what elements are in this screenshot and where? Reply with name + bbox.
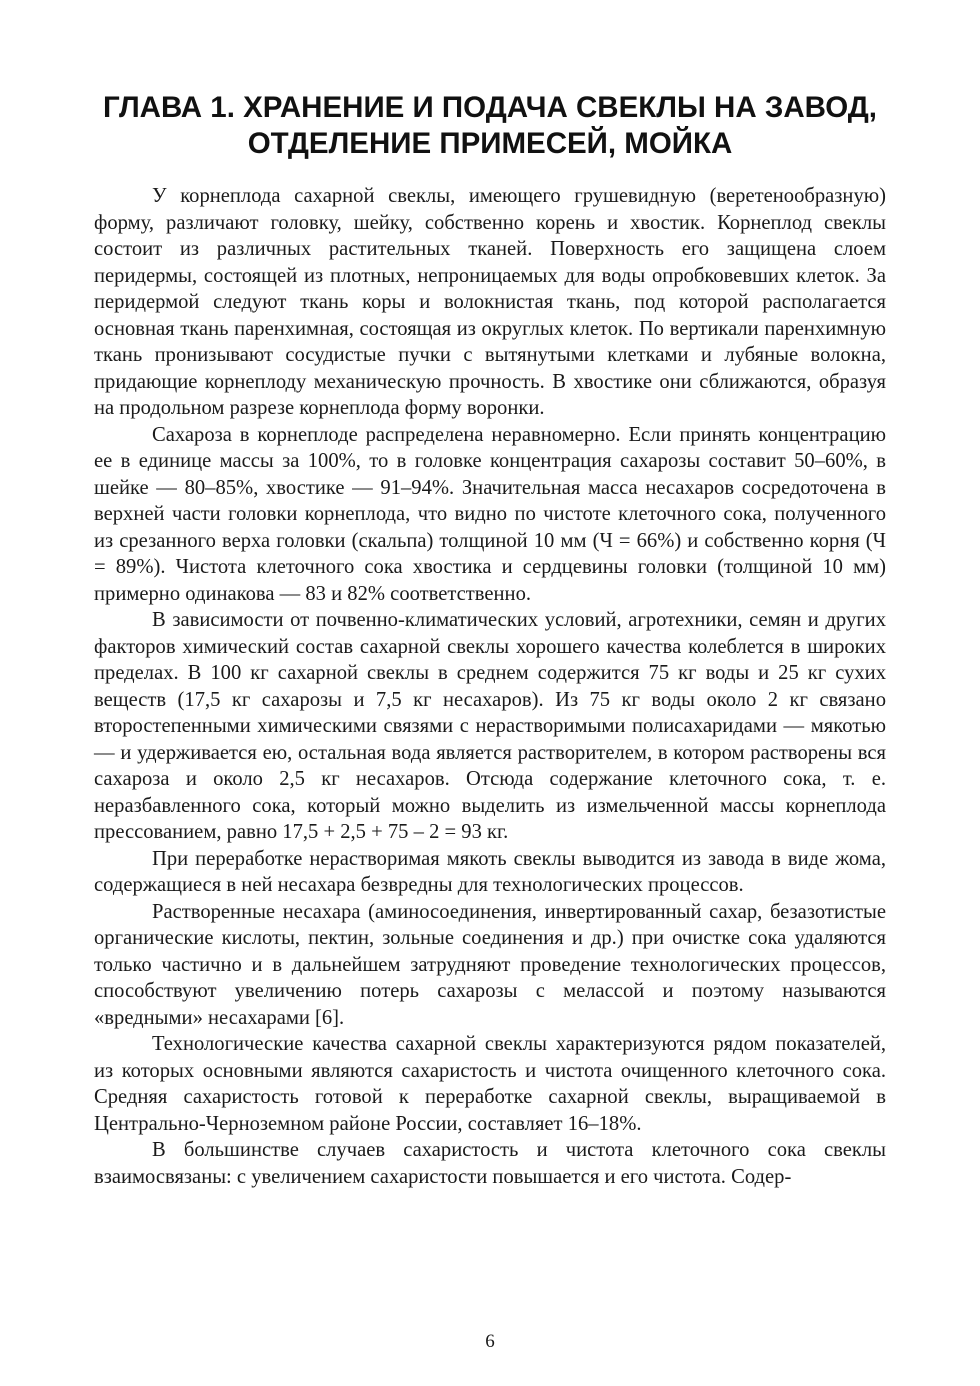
- paragraph: Растворенные несахара (аминосоединения, инвертированный сахар, безазотистые органические кислоты, пектин, зольные соединения и др.) при очистке сока удаляются только частично и в дальнейшем затрудняют проведение технологических процессов, способствуют увеличению потерь сахарозы с мелассой и поэтому называются «вредными» несахарами [6].: [94, 900, 886, 1029]
- chapter-title: [90, 90, 890, 162]
- paragraph: При переработке нерастворимая мякоть свеклы выводится из завода в виде жома, содержащиеся в ней несахара безвредны для технологических процессов.: [94, 847, 886, 896]
- body-text: [94, 183, 886, 1190]
- paragraph: У корнеплода сахарной свеклы, имеющего грушевидную (веретенообразную) форму, различают головку, шейку, собственно корень и хвостик. Корнеплод свеклы состоит из различных растительных тканей. Поверхность его защищена слоем перидермы, состоящей из плотных, непроницаемых для воды опробковевших клеток. За перидермой следуют ткань коры и волокнистая ткань, под которой располагается основная ткань паренхимная, состоящая из округлых клеток. По вертикали паренхимную ткань пронизывают сосудистые пучки с вытянутыми клетками и лубяные волокна, придающие корнеплоду механическую прочность. В хвостике они сближаются, образуя на продольном разрезе корнеплода форму воронки.: [94, 185, 886, 419]
- paragraph: В большинстве случаев сахаристость и чистота клеточного сока свеклы взаимосвязаны: с увеличением сахаристости повышается и его чистота. Содер-: [94, 1139, 886, 1188]
- chapter-title-line-1: ГЛАВА 1. ХРАНЕНИЕ И ПОДАЧА СВЕКЛЫ НА ЗАВОД,: [102, 91, 877, 124]
- paragraph: Сахароза в корнеплоде распределена неравномерно. Если принять концентрацию ее в единице массы за 100%, то в головке концентрация сахарозы составит 50–60%, в шейке — 80–85%, хвостике — 91–94%. Значительная масса несахаров сосредоточена в верхней части головки корнеплода, что видно по чистоте клеточного сока, полученного из срезанного верха головки (скальпа) толщиной 10 мм (Ч = 66%) и собственно корня (Ч = 89%). Чистота клеточного сока хвостика и сердцевины головки (толщиной 10 мм) примерно одинакова — 83 и 82% соответственно.: [94, 423, 886, 605]
- chapter-title-line-2: ОТДЕЛЕНИЕ ПРИМЕСЕЙ, МОЙКА: [247, 127, 733, 160]
- paragraph: В зависимости от почвенно-климатических условий, агротехники, семян и других факторов химический состав сахарной свеклы хорошего качества колеблется в широких пределах. В 100 кг сахарной свеклы в среднем содержится 75 кг воды и 25 кг сухих веществ (17,5 кг сахарозы и 7,5 кг несахаров). Из 75 кг воды около 2 кг связано второстепенными химическими связями с нерастворимыми полисахаридами — мякотью — и удерживается ею, остальная вода является растворителем, в котором растворены вся сахароза и около 2,5 кг несахаров. Отсюда содержание клеточного сока, т. е. неразбавленного сока, который можно выделить из измельченной массы корнеплода прессованием, равно 17,5 + 2,5 + 75 – 2 = 93 кг.: [94, 609, 886, 843]
- paragraph: Технологические качества сахарной свеклы характеризуются рядом показателей, из которых основными являются сахаристость и чистота очищенного клеточного сока. Средняя сахаристость готовой к переработке сахарной свеклы, выращиваемой в Центрально-Черноземном районе России, составляет 16–18%.: [94, 1033, 886, 1135]
- page-number: 6: [485, 1331, 495, 1352]
